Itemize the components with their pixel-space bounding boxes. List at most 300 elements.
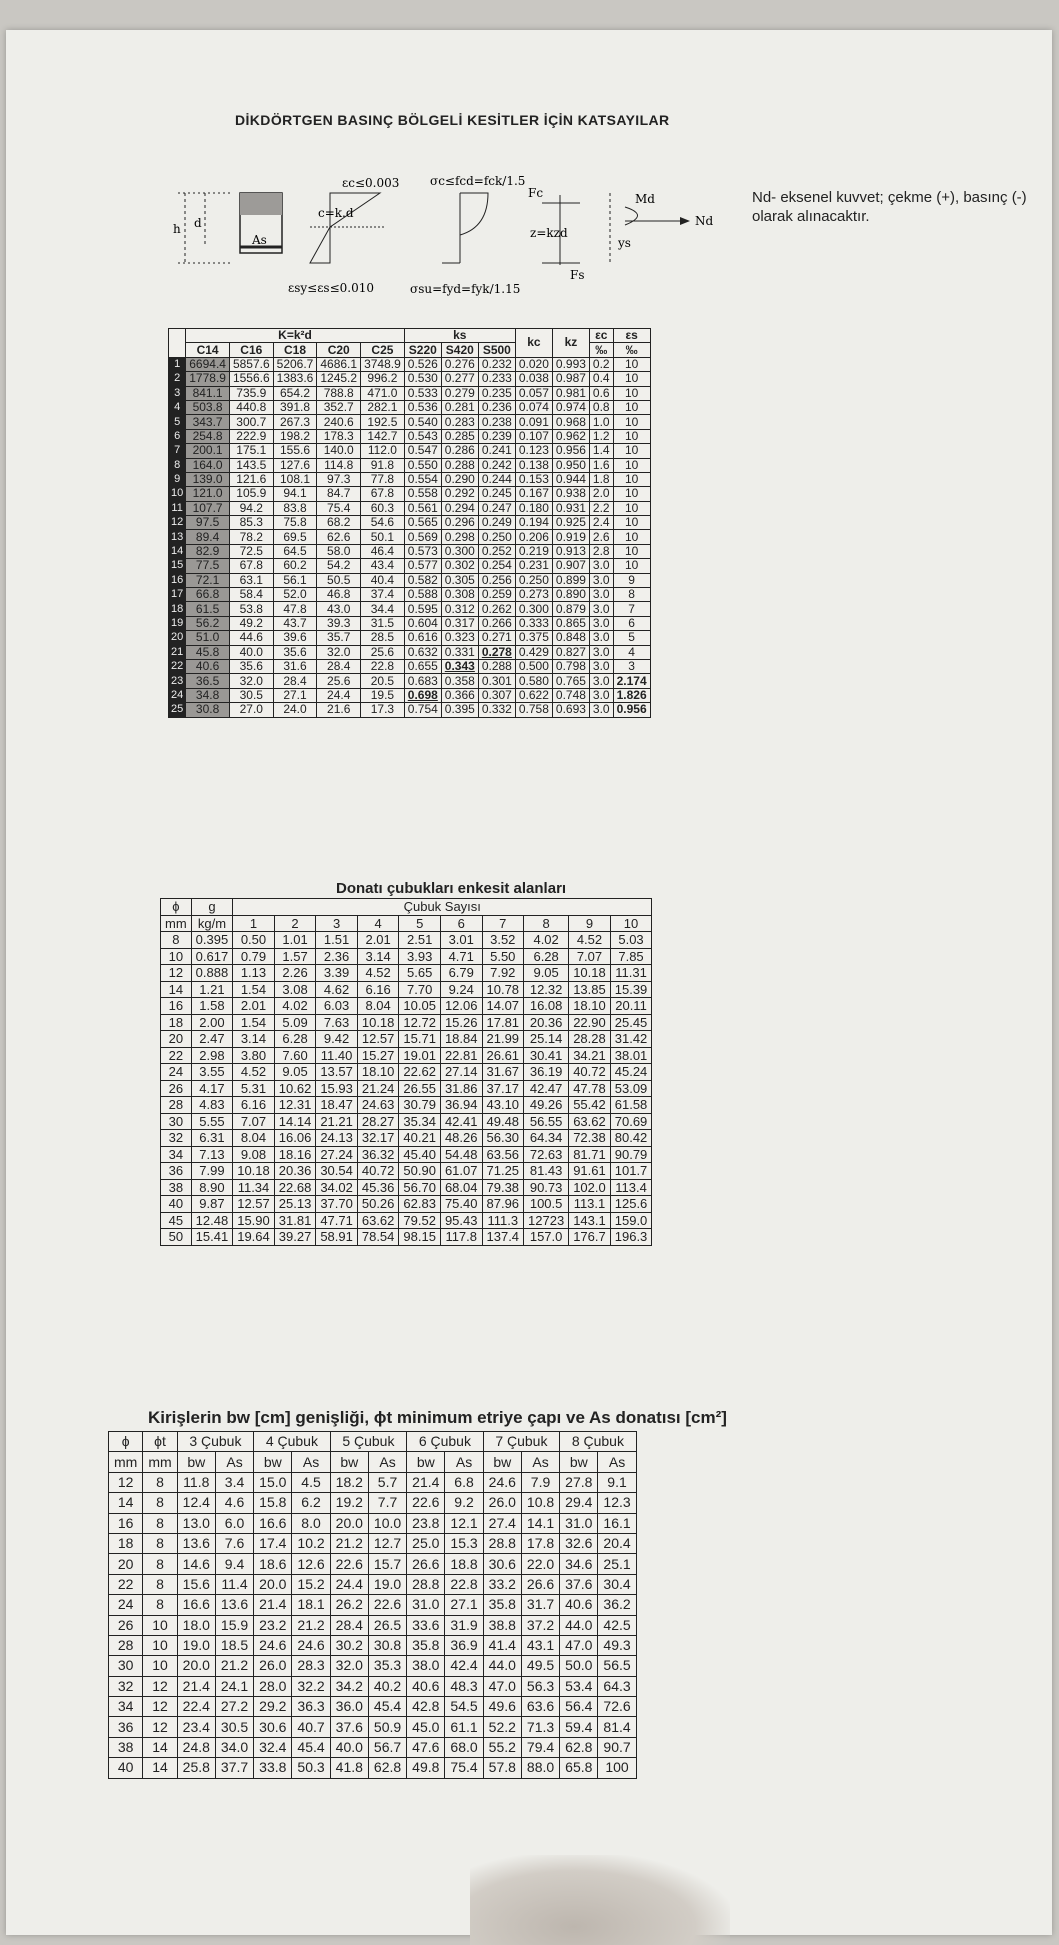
table-cell: 16.06 [274, 1130, 316, 1147]
table-cell: 94.1 [273, 487, 317, 501]
table-cell: 6.28 [274, 1031, 316, 1048]
table-cell: 48.26 [440, 1130, 482, 1147]
table-cell: 0.526 [404, 357, 441, 371]
table-cell: 14.6 [177, 1554, 215, 1574]
table-cell: 20.36 [524, 1014, 569, 1031]
table-cell: 10 [143, 1615, 177, 1635]
table-cell: 95.43 [440, 1212, 482, 1229]
table-cell: 27.0 [229, 703, 273, 717]
table-cell: 26.0 [254, 1656, 292, 1676]
table-cell: 8 [143, 1513, 177, 1533]
header-concrete: C16 [229, 343, 273, 357]
table-cell: 24 [161, 1064, 192, 1081]
table-cell: 0.312 [441, 602, 478, 616]
table-cell: 0.533 [404, 386, 441, 400]
table-cell: 31.0 [407, 1595, 445, 1615]
table-cell: 0.565 [404, 516, 441, 530]
table-cell: 90.7 [598, 1737, 636, 1757]
table-cell: 43.4 [361, 559, 405, 573]
table-cell: 64.3 [598, 1676, 636, 1696]
table-cell: 24.8 [177, 1737, 215, 1757]
table-cell: 0.317 [441, 616, 478, 630]
table-cell: 11.40 [316, 1047, 358, 1064]
label-fs: Fs [570, 268, 585, 282]
table-row [161, 948, 652, 965]
table-cell: 12 [143, 1697, 177, 1717]
table-cell: 12.48 [191, 1212, 233, 1229]
table-cell: 0.693 [552, 703, 589, 717]
table-cell: 27.8 [560, 1472, 598, 1492]
table-cell: 50.5 [317, 573, 361, 587]
table-cell: 2.6 [589, 530, 613, 544]
table-cell: 21.99 [482, 1031, 524, 1048]
table-cell: 19.0 [177, 1635, 215, 1655]
table-cell: 45.8 [186, 645, 230, 659]
table-cell: 98.15 [399, 1229, 441, 1246]
table-cell: 1.8 [589, 472, 613, 486]
table-cell: 8 [161, 932, 192, 949]
table-cell: 113.4 [610, 1179, 652, 1196]
table-cell: 30.41 [524, 1047, 569, 1064]
table-cell: 47.6 [407, 1737, 445, 1757]
table-cell: 0.250 [478, 530, 515, 544]
header-steel: S220 [404, 343, 441, 357]
table-cell: 7.7 [368, 1493, 406, 1513]
table-cell: 18.1 [292, 1595, 330, 1615]
table-cell: 9.05 [524, 965, 569, 982]
table-cell: 300.7 [229, 415, 273, 429]
table-cell: 0.4 [589, 372, 613, 386]
table-cell: 1.58 [191, 998, 233, 1015]
table-cell: 10 [613, 487, 650, 501]
table-cell: 25.0 [407, 1533, 445, 1553]
table-cell: 0.2 [589, 357, 613, 371]
table-cell: 62.8 [560, 1737, 598, 1757]
table-cell: 0.300 [515, 602, 552, 616]
table-cell: 0.308 [441, 588, 478, 602]
table-cell: 2 [169, 372, 186, 386]
table-cell: 0.278 [478, 645, 515, 659]
table-cell: 6 [169, 429, 186, 443]
table-cell: 26.6 [521, 1574, 559, 1594]
table-cell: 10 [613, 357, 650, 371]
table-cell: 2.36 [316, 948, 358, 965]
table-cell: 43.10 [482, 1097, 524, 1114]
table-cell: 45.40 [399, 1146, 441, 1163]
table-cell: 9.87 [191, 1196, 233, 1213]
table-cell: 0.848 [552, 631, 589, 645]
table-cell: 27.1 [445, 1595, 483, 1615]
table-cell: 15.3 [445, 1533, 483, 1553]
table-cell: 10 [613, 516, 650, 530]
table-cell: 4.02 [524, 932, 569, 949]
table-cell: 21.6 [317, 703, 361, 717]
table-cell: 80.42 [610, 1130, 652, 1147]
table-cell: 0.561 [404, 501, 441, 515]
force-diagram [528, 186, 714, 282]
label-eps-c: εc≤0.003 [342, 176, 400, 190]
table-cell: 75.8 [273, 516, 317, 530]
table-cell: 91.61 [569, 1163, 611, 1180]
table-cell: 25.45 [610, 1014, 652, 1031]
table-cell: 29.2 [254, 1697, 292, 1717]
table-cell: 0.580 [515, 674, 552, 688]
header-concrete: C18 [273, 343, 317, 357]
table-cell: 42.8 [407, 1697, 445, 1717]
table-cell: 36.9 [445, 1635, 483, 1655]
table-cell: 9.42 [316, 1031, 358, 1048]
table-cell: 31.9 [445, 1615, 483, 1635]
table-cell: 0.153 [515, 472, 552, 486]
table-cell: 3.0 [589, 602, 613, 616]
table-cell: 1.54 [233, 1014, 275, 1031]
table-cell: 81.43 [524, 1163, 569, 1180]
table-cell: 0.343 [441, 659, 478, 673]
table-cell: 0.925 [552, 516, 589, 530]
table-cell: 68.2 [317, 516, 361, 530]
table-cell: 100.5 [524, 1196, 569, 1213]
table-cell: 114.8 [317, 458, 361, 472]
table-cell: 49.26 [524, 1097, 569, 1114]
table-cell: 18.84 [440, 1031, 482, 1048]
table-cell: 56.70 [399, 1179, 441, 1196]
table-cell: 0.962 [552, 429, 589, 443]
table-cell: 1556.6 [229, 372, 273, 386]
table-cell: 32 [109, 1676, 143, 1696]
table-cell: 0.395 [441, 703, 478, 717]
table-cell: 72.6 [598, 1697, 636, 1717]
table-cell: 22 [169, 659, 186, 673]
table-cell: 0.987 [552, 372, 589, 386]
table-row [169, 472, 651, 486]
table-cell: 47.0 [560, 1635, 598, 1655]
table-cell: 38.8 [483, 1615, 521, 1635]
table-cell: 84.7 [317, 487, 361, 501]
table-cell: 56.1 [273, 573, 317, 587]
header-ec: εc [589, 329, 613, 343]
table-cell: 6.0 [215, 1513, 253, 1533]
table-cell: 10.62 [274, 1080, 316, 1097]
header-bar-count: 1 [233, 915, 275, 932]
table-cell: 33.6 [407, 1615, 445, 1635]
table-cell: 0.091 [515, 415, 552, 429]
header-phi: ϕ [161, 899, 192, 916]
header-es: εs [613, 329, 650, 343]
label-nd: Nd [695, 214, 714, 228]
table-cell: 9 [613, 573, 650, 587]
header-steel: S420 [441, 343, 478, 357]
finger-shadow [470, 1855, 730, 1945]
table-row [169, 516, 651, 530]
table-cell: 111.3 [482, 1212, 524, 1229]
table-cell: 56.3 [521, 1676, 559, 1696]
table-cell: 0.232 [478, 357, 515, 371]
table-cell: 28.0 [254, 1676, 292, 1696]
table-cell: 22.62 [399, 1064, 441, 1081]
table-cell: 0.250 [515, 573, 552, 587]
table-cell: 21.4 [407, 1472, 445, 1492]
table-cell: 6.16 [233, 1097, 275, 1114]
table-row [161, 1097, 652, 1114]
table-cell: 3.55 [191, 1064, 233, 1081]
table-cell: 0.500 [515, 659, 552, 673]
table-cell: 0.259 [478, 588, 515, 602]
beam-width-table [108, 1431, 637, 1779]
table-cell: 36 [109, 1717, 143, 1737]
table-row [161, 1080, 652, 1097]
table-cell: 0.286 [441, 444, 478, 458]
table-cell: 240.6 [317, 415, 361, 429]
table-cell: 26.6 [407, 1554, 445, 1574]
table-cell: 62.8 [368, 1758, 406, 1778]
table-cell: 0.266 [478, 616, 515, 630]
table-cell: 7.92 [482, 965, 524, 982]
table-cell: 56.55 [524, 1113, 569, 1130]
table-row [169, 616, 651, 630]
table-cell: 4686.1 [317, 357, 361, 371]
table-cell: 175.1 [229, 444, 273, 458]
table-cell: 37.6 [560, 1574, 598, 1594]
table-cell: 117.8 [440, 1229, 482, 1246]
table-cell: 1.4 [589, 444, 613, 458]
header-kc: kc [515, 329, 552, 358]
table-cell: 30.6 [254, 1717, 292, 1737]
table-cell: 0.277 [441, 372, 478, 386]
label-c-kd: c=k.d [318, 206, 354, 220]
table-cell: 82.9 [186, 544, 230, 558]
header-k: K=k²d [186, 329, 405, 343]
table-cell: 47.71 [316, 1212, 358, 1229]
table-row [161, 981, 652, 998]
table-cell: 45.24 [610, 1064, 652, 1081]
table-cell: 0.569 [404, 530, 441, 544]
table-row [169, 530, 651, 544]
table-cell: 45 [161, 1212, 192, 1229]
table-cell: 10 [613, 530, 650, 544]
header-mm: mm [161, 915, 192, 932]
table-cell: 40.2 [368, 1676, 406, 1696]
label-ys: ys [618, 236, 631, 250]
table-cell: 0.254 [478, 559, 515, 573]
table-cell: 59.4 [560, 1717, 598, 1737]
header-bw: bw [254, 1452, 292, 1472]
table-cell: 60.2 [273, 559, 317, 573]
table-cell: 20 [169, 631, 186, 645]
table-cell: 788.8 [317, 386, 361, 400]
table-cell: 0.138 [515, 458, 552, 472]
table-cell: 140.0 [317, 444, 361, 458]
rebar-area-table [160, 898, 652, 1246]
table-cell: 36.32 [357, 1146, 399, 1163]
table-cell: 31.81 [274, 1212, 316, 1229]
table-cell: 36.3 [292, 1697, 330, 1717]
table-cell: 51.0 [186, 631, 230, 645]
table-cell: 11.8 [177, 1472, 215, 1492]
table-cell: 14 [109, 1493, 143, 1513]
table-cell: 10.18 [569, 965, 611, 982]
table-cell: 0.758 [515, 703, 552, 717]
table-cell: 45.4 [292, 1737, 330, 1757]
table-cell: 1.51 [316, 932, 358, 949]
table-cell: 282.1 [361, 400, 405, 414]
table-cell: 37.70 [316, 1196, 358, 1213]
table-cell: 22 [161, 1047, 192, 1064]
table-cell: 10 [613, 458, 650, 472]
table-cell: 3.0 [589, 645, 613, 659]
table-cell: 0.301 [478, 674, 515, 688]
table-cell: 41.8 [330, 1758, 368, 1778]
header-bw: bw [483, 1452, 521, 1472]
table-cell: 471.0 [361, 386, 405, 400]
table-row [109, 1472, 637, 1492]
table-cell: 11.4 [215, 1574, 253, 1594]
table-cell: 10.0 [368, 1513, 406, 1533]
table-cell: 5.03 [610, 932, 652, 949]
table-cell: 8.90 [191, 1179, 233, 1196]
table-cell: 0.879 [552, 602, 589, 616]
table-cell: 25.8 [177, 1758, 215, 1778]
table-cell: 18.47 [316, 1097, 358, 1114]
table-cell: 30.2 [330, 1635, 368, 1655]
table-cell: 30.8 [368, 1635, 406, 1655]
table-cell: 0.285 [441, 429, 478, 443]
table-cell: 178.3 [317, 429, 361, 443]
table-cell: 10.18 [233, 1163, 275, 1180]
table-cell: 28.3 [292, 1656, 330, 1676]
table-cell: 0.020 [515, 357, 552, 371]
table-cell: 10 [143, 1656, 177, 1676]
table-cell: 24.6 [292, 1635, 330, 1655]
table-cell: 2.00 [191, 1014, 233, 1031]
table-cell: 1 [169, 357, 186, 371]
table-cell: 24.13 [316, 1130, 358, 1147]
table-cell: 9.2 [445, 1493, 483, 1513]
table-cell: 6.79 [440, 965, 482, 982]
table-cell: 7.07 [233, 1113, 275, 1130]
table-cell: 3.01 [440, 932, 482, 949]
table-cell: 5.50 [482, 948, 524, 965]
table-cell: 0.256 [478, 573, 515, 587]
table-row [161, 1031, 652, 1048]
table-cell: 0.429 [515, 645, 552, 659]
table-cell: 2.26 [274, 965, 316, 982]
table-cell: 143.1 [569, 1212, 611, 1229]
table-cell: 75.40 [440, 1196, 482, 1213]
table-cell: 16.6 [254, 1513, 292, 1533]
table-cell: 35.6 [229, 659, 273, 673]
table-cell: 0.288 [441, 458, 478, 472]
table-cell: 0.283 [441, 415, 478, 429]
table-row [109, 1554, 637, 1574]
table-cell: 47.0 [483, 1676, 521, 1696]
table-cell: 0.573 [404, 544, 441, 558]
table-cell: 22 [109, 1574, 143, 1594]
table-cell: 15.27 [357, 1047, 399, 1064]
header-permil: ‰ [589, 343, 613, 357]
table-row [169, 674, 651, 688]
table-cell: 62.83 [399, 1196, 441, 1213]
table-cell: 67.8 [229, 559, 273, 573]
table-cell: 0.288 [478, 659, 515, 673]
table-cell: 0.252 [478, 544, 515, 558]
table-cell: 10 [613, 400, 650, 414]
table-cell: 30.8 [186, 703, 230, 717]
table-cell: 0.074 [515, 400, 552, 414]
table-cell: 3.0 [589, 616, 613, 630]
table-cell: 14.1 [521, 1513, 559, 1533]
table-cell: 15.71 [399, 1031, 441, 1048]
table-cell: 37.4 [361, 588, 405, 602]
table-cell: 3 [613, 659, 650, 673]
table-cell: 0.765 [552, 674, 589, 688]
table-cell: 56.7 [368, 1737, 406, 1757]
table-cell: 60.3 [361, 501, 405, 515]
table-cell: 15.39 [610, 981, 652, 998]
table-cell: 79.52 [399, 1212, 441, 1229]
table-cell: 12 [143, 1717, 177, 1737]
table-cell: 28.27 [357, 1113, 399, 1130]
table-cell: 68.0 [445, 1737, 483, 1757]
table-cell: 0.395 [191, 932, 233, 949]
table-cell: 21.2 [292, 1615, 330, 1635]
table-cell: 88.0 [521, 1758, 559, 1778]
table-cell: 3748.9 [361, 357, 405, 371]
table-cell: 4.52 [357, 965, 399, 982]
table-cell: 13.6 [177, 1533, 215, 1553]
label-sigma-s: σsu=fyd=fyk/1.15 [410, 282, 521, 296]
table-cell: 19.0 [368, 1574, 406, 1594]
table-cell: 34.8 [186, 688, 230, 702]
table-cell: 198.2 [273, 429, 317, 443]
table-cell: 9.08 [233, 1146, 275, 1163]
table-cell: 0.931 [552, 501, 589, 515]
table-cell: 26.0 [483, 1493, 521, 1513]
table-cell: 4.02 [274, 998, 316, 1015]
table-row [161, 1179, 652, 1196]
label-fc: Fc [528, 186, 544, 200]
table-cell: 0.292 [441, 487, 478, 501]
table-cell: 20.0 [254, 1574, 292, 1594]
table-cell: 15 [169, 559, 186, 573]
table-cell: 15.0 [254, 1472, 292, 1492]
table-cell: 72.1 [186, 573, 230, 587]
table-cell: 78.54 [357, 1229, 399, 1246]
table-cell: 4.71 [440, 948, 482, 965]
table-cell: 2.174 [613, 674, 650, 688]
table-cell: 12.7 [368, 1533, 406, 1553]
table-cell: 12 [161, 965, 192, 982]
table-cell: 77.5 [186, 559, 230, 573]
table-cell: 6.2 [292, 1493, 330, 1513]
table-cell: 13.0 [177, 1513, 215, 1533]
table-cell: 7.07 [569, 948, 611, 965]
table-cell: 3.0 [589, 688, 613, 702]
table-cell: 13.57 [316, 1064, 358, 1081]
table-cell: 29.4 [560, 1493, 598, 1513]
table-cell: 35.3 [368, 1656, 406, 1676]
header-bar-group: 6 Çubuk [407, 1432, 484, 1452]
table-cell: 0.242 [478, 458, 515, 472]
table-cell: 15.9 [215, 1615, 253, 1635]
table-cell: 5.7 [368, 1472, 406, 1492]
table-cell: 62.6 [317, 530, 361, 544]
table-row [169, 386, 651, 400]
table-cell: 14 [161, 981, 192, 998]
table-cell: 10 [143, 1635, 177, 1655]
table-cell: 54.2 [317, 559, 361, 573]
table-cell: 0.333 [515, 616, 552, 630]
table-row [169, 703, 651, 717]
